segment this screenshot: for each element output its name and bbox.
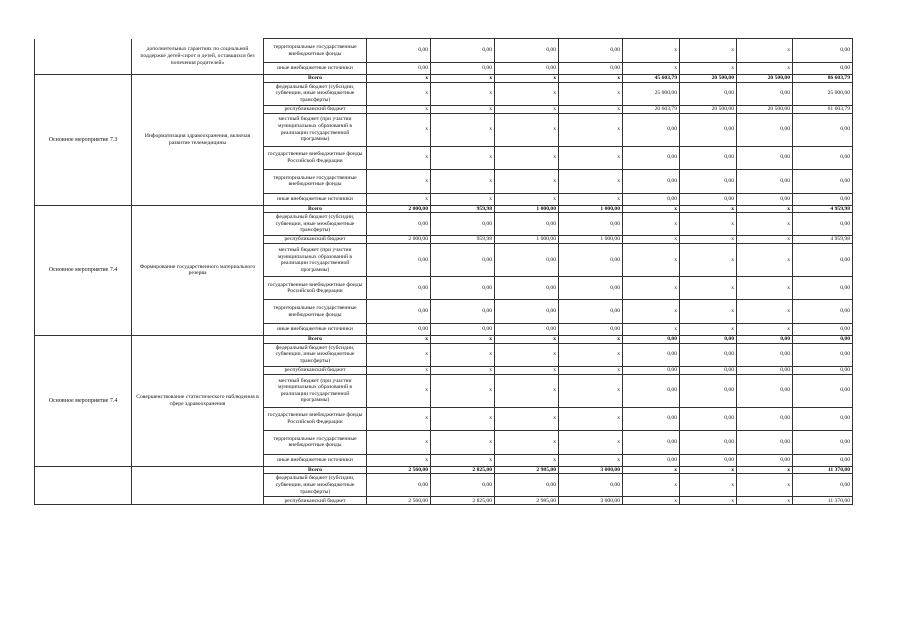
value-cell: 0,00 [680,343,737,366]
value-cell: 0,00 [367,244,431,277]
budget-table [34,38,853,505]
value-cell: x [367,454,431,466]
value-cell: 0,00 [623,366,680,374]
value-cell: 4 959,98 [793,236,853,244]
value-cell: 0,00 [495,300,559,324]
value-cell: 0,00 [559,324,623,336]
value-cell: 11 370,00 [793,497,853,505]
value-cell: 2 825,00 [431,466,495,474]
value-cell: 0,00 [793,146,853,169]
value-cell: x [737,497,793,505]
value-cell: x [559,193,623,205]
value-cell: 0,00 [737,430,793,454]
value-cell: x [495,193,559,205]
value-cell: x [367,193,431,205]
value-cell: 2 560,00 [367,466,431,474]
value-cell: x [559,430,623,454]
value-cell: x [431,75,495,83]
value-cell: 2 985,00 [495,497,559,505]
value-cell: x [495,407,559,430]
value-cell: x [680,244,737,277]
value-cell: 0,00 [559,244,623,277]
value-cell: 0,00 [737,146,793,169]
value-cell: x [367,407,431,430]
measure-cell [35,466,132,505]
value-cell: 45 603,79 [623,75,680,83]
value-cell: 0,00 [793,454,853,466]
value-cell: 0,00 [680,430,737,454]
funding-source-cell: территориальные государственные внебюджетные фонды [264,169,367,193]
funding-source-cell: иные внебюджетные источники [264,193,367,205]
value-cell: x [495,82,559,105]
value-cell: x [495,146,559,169]
value-cell: 0,00 [623,454,680,466]
value-cell: 0,00 [680,113,737,146]
funding-source-cell: иные внебюджетные источники [264,324,367,336]
value-cell: 0,00 [793,374,853,407]
value-cell: 0,00 [623,113,680,146]
funding-source-cell: республиканский бюджет [264,366,367,374]
value-cell: 0,00 [793,343,853,366]
value-cell: x [737,39,793,63]
value-cell: x [367,366,431,374]
funding-source-cell: местный бюджет (при участии муниципальных образований в реализации государственной программы) [264,244,367,277]
value-cell: x [559,113,623,146]
value-cell: x [431,366,495,374]
value-cell: x [495,336,559,344]
measure-name-cell: Совершенствование статистического наблюдения в сфере здравоохранения [132,336,264,467]
value-cell: x [495,454,559,466]
value-cell: 20 500,00 [737,105,793,113]
value-cell: 25 000,00 [623,82,680,105]
value-cell: 25 000,00 [793,82,853,105]
measure-cell: Основное мероприятие 7.4 [35,205,132,336]
value-cell: 20 500,00 [680,75,737,83]
value-cell: 1 000,00 [495,205,559,213]
value-cell: 4 959,98 [793,205,853,213]
value-cell: x [623,39,680,63]
value-cell: x [737,474,793,497]
value-cell: x [431,430,495,454]
value-cell: 0,00 [793,213,853,236]
table-row [35,466,853,474]
value-cell: 0,00 [680,374,737,407]
value-cell: x [367,430,431,454]
value-cell: 0,00 [559,39,623,63]
funding-source-cell: государственные внебюджетные фонды Российской Федерации [264,277,367,300]
value-cell: x [367,82,431,105]
value-cell: 0,00 [737,169,793,193]
value-cell: x [680,236,737,244]
value-cell: 0,00 [793,474,853,497]
value-cell: 0,00 [737,343,793,366]
value-cell: 0,00 [793,430,853,454]
value-cell: 0,00 [495,324,559,336]
value-cell: x [737,205,793,213]
value-cell: 0,00 [680,454,737,466]
value-cell: x [495,169,559,193]
value-cell: 0,00 [495,244,559,277]
value-cell: x [623,244,680,277]
value-cell: 0,00 [495,63,559,75]
value-cell: x [495,374,559,407]
funding-source-cell: федеральный бюджет (субсидии, субвенции, иные межбюджетные трансферты) [264,213,367,236]
value-cell: 3 000,00 [559,497,623,505]
value-cell: x [737,324,793,336]
value-cell: 0,00 [623,374,680,407]
value-cell: 0,00 [495,474,559,497]
value-cell: x [737,466,793,474]
value-cell: 0,00 [431,277,495,300]
value-cell: x [623,277,680,300]
value-cell: x [559,374,623,407]
value-cell: x [737,300,793,324]
value-cell: 0,00 [367,277,431,300]
funding-source-cell: федеральный бюджет (субсидии, субвенции, иные межбюджетные трансферты) [264,82,367,105]
funding-source-cell: территориальные государственные внебюджетные фонды [264,430,367,454]
value-cell: x [431,105,495,113]
value-cell: 0,00 [793,336,853,344]
value-cell: 3 000,00 [559,466,623,474]
value-cell: 0,00 [431,324,495,336]
value-cell: 0,00 [793,63,853,75]
value-cell: x [367,374,431,407]
value-cell: x [623,205,680,213]
value-cell: x [495,113,559,146]
value-cell: x [367,146,431,169]
value-cell: 1 000,00 [559,205,623,213]
value-cell: 0,00 [680,407,737,430]
funding-source-cell: территориальные государственные внебюджетные фонды [264,39,367,63]
value-cell: 0,00 [495,39,559,63]
value-cell: x [737,63,793,75]
funding-source-cell: республиканский бюджет [264,105,367,113]
value-cell: x [680,497,737,505]
value-cell: x [623,63,680,75]
funding-source-cell: местный бюджет (при участии муниципальных образований в реализации государственной программы) [264,374,367,407]
funding-source-cell: государственные внебюджетные фонды Российской Федерации [264,407,367,430]
value-cell: x [737,213,793,236]
value-cell: x [623,324,680,336]
value-cell: 20 500,00 [737,75,793,83]
value-cell: 0,00 [737,193,793,205]
value-cell: 0,00 [737,366,793,374]
value-cell: x [680,277,737,300]
value-cell: 0,00 [367,324,431,336]
value-cell: x [367,105,431,113]
funding-source-cell: государственные внебюджетные фонды Российской Федерации [264,146,367,169]
value-cell: 0,00 [793,39,853,63]
measure-name-cell [132,466,264,505]
value-cell: x [559,343,623,366]
measure-name-cell: Формирование государственного материального резерва [132,205,264,336]
value-cell: x [680,474,737,497]
value-cell: x [495,105,559,113]
value-cell: x [559,366,623,374]
value-cell: 0,00 [680,146,737,169]
funding-source-cell: республиканский бюджет [264,236,367,244]
funding-source-cell: местный бюджет (при участии муниципальных образований в реализации государственной программы) [264,113,367,146]
value-cell: 0,00 [431,300,495,324]
value-cell: 0,00 [623,193,680,205]
funding-source-cell: Всего [264,466,367,474]
value-cell: x [431,343,495,366]
funding-source-cell: иные внебюджетные источники [264,454,367,466]
value-cell: x [623,236,680,244]
value-cell: x [559,105,623,113]
value-cell: x [623,466,680,474]
funding-source-cell: федеральный бюджет (субсидии, субвенции, иные межбюджетные трансферты) [264,343,367,366]
value-cell: 0,00 [793,324,853,336]
value-cell: 0,00 [737,407,793,430]
value-cell: 0,00 [793,193,853,205]
value-cell: x [559,82,623,105]
value-cell: 0,00 [367,213,431,236]
value-cell: 0,00 [367,39,431,63]
value-cell: 0,00 [793,407,853,430]
value-cell: x [559,146,623,169]
value-cell: 0,00 [793,366,853,374]
value-cell: x [680,324,737,336]
value-cell: 0,00 [737,336,793,344]
measure-cell: Основное мероприятие 7.4 [35,336,132,467]
value-cell: 0,00 [737,374,793,407]
funding-source-cell: федеральный бюджет (субсидии, субвенции, иные межбюджетные трансферты) [264,474,367,497]
value-cell: 1 000,00 [495,236,559,244]
value-cell: 2 985,00 [495,466,559,474]
value-cell: 0,00 [559,63,623,75]
value-cell: x [495,343,559,366]
value-cell: x [680,300,737,324]
value-cell: x [559,407,623,430]
value-cell: 0,00 [680,366,737,374]
value-cell: 0,00 [367,300,431,324]
value-cell: x [431,193,495,205]
funding-source-cell: Всего [264,336,367,344]
value-cell: 0,00 [793,300,853,324]
funding-source-cell: республиканский бюджет [264,497,367,505]
value-cell: x [680,213,737,236]
funding-source-cell: территориальные государственные внебюджетные фонды [264,300,367,324]
value-cell: x [431,454,495,466]
value-cell: 20 603,79 [623,105,680,113]
value-cell: x [495,366,559,374]
value-cell: 20 500,00 [680,105,737,113]
value-cell: 2 000,00 [367,236,431,244]
value-cell: 0,00 [623,343,680,366]
value-cell: x [367,75,431,83]
value-cell: x [623,497,680,505]
value-cell: 0,00 [367,63,431,75]
value-cell: x [431,169,495,193]
table-row [35,75,853,83]
value-cell: x [367,113,431,146]
value-cell: x [559,75,623,83]
value-cell: 0,00 [737,113,793,146]
table-row [35,39,853,63]
value-cell: 0,00 [559,474,623,497]
value-cell: x [431,113,495,146]
value-cell: x [680,205,737,213]
value-cell: 0,00 [793,169,853,193]
value-cell: x [680,466,737,474]
value-cell: 61 603,79 [793,105,853,113]
value-cell: x [367,336,431,344]
value-cell: 2 825,00 [431,497,495,505]
value-cell: 0,00 [431,39,495,63]
value-cell: x [431,82,495,105]
value-cell: x [431,146,495,169]
value-cell: x [431,407,495,430]
value-cell: 0,00 [623,169,680,193]
measure-name-cell: дополнительных гарантиях по социальной поддержке детей-сирот и детей, оставшихся без попечения родителей» [132,39,264,75]
value-cell: 0,00 [559,277,623,300]
value-cell: 86 603,79 [793,75,853,83]
value-cell: 0,00 [623,146,680,169]
value-cell: 2 000,00 [367,205,431,213]
value-cell: 959,98 [431,236,495,244]
value-cell: 11 370,00 [793,466,853,474]
measure-cell [35,39,132,75]
value-cell: 0,00 [737,454,793,466]
value-cell: 0,00 [623,336,680,344]
value-cell: x [559,336,623,344]
value-cell: x [623,474,680,497]
value-cell: x [559,454,623,466]
value-cell: x [737,236,793,244]
value-cell: 0,00 [431,474,495,497]
value-cell: x [623,213,680,236]
value-cell: 0,00 [793,244,853,277]
value-cell: 1 000,00 [559,236,623,244]
funding-source-cell: Всего [264,205,367,213]
value-cell: 0,00 [367,474,431,497]
value-cell: 0,00 [680,193,737,205]
value-cell: 959,98 [431,205,495,213]
value-cell: x [680,39,737,63]
table-row [35,205,853,213]
value-cell: x [680,63,737,75]
value-cell: 0,00 [793,113,853,146]
value-cell: 0,00 [431,244,495,277]
measure-name-cell: Информатизация здравоохранения, включая развитие телемедицины [132,75,264,206]
funding-source-cell: иные внебюджетные источники [264,63,367,75]
value-cell: 0,00 [680,336,737,344]
value-cell: x [367,169,431,193]
measure-cell: Основное мероприятие 7.3 [35,75,132,206]
value-cell: x [559,169,623,193]
value-cell: 0,00 [623,430,680,454]
value-cell: 0,00 [495,277,559,300]
value-cell: 0,00 [680,169,737,193]
funding-source-cell: Всего [264,75,367,83]
value-cell: 0,00 [737,82,793,105]
value-cell: x [623,300,680,324]
value-cell: 0,00 [431,213,495,236]
table-row [35,336,853,344]
value-cell: 0,00 [559,213,623,236]
value-cell: 0,00 [793,277,853,300]
value-cell: 0,00 [623,407,680,430]
value-cell: 0,00 [431,63,495,75]
value-cell: x [367,343,431,366]
value-cell: x [495,430,559,454]
value-cell: x [737,277,793,300]
value-cell: x [495,75,559,83]
value-cell: 2 560,00 [367,497,431,505]
value-cell: x [737,244,793,277]
value-cell: x [431,374,495,407]
value-cell: x [431,336,495,344]
value-cell: 0,00 [680,82,737,105]
value-cell: 0,00 [559,300,623,324]
value-cell: 0,00 [495,213,559,236]
